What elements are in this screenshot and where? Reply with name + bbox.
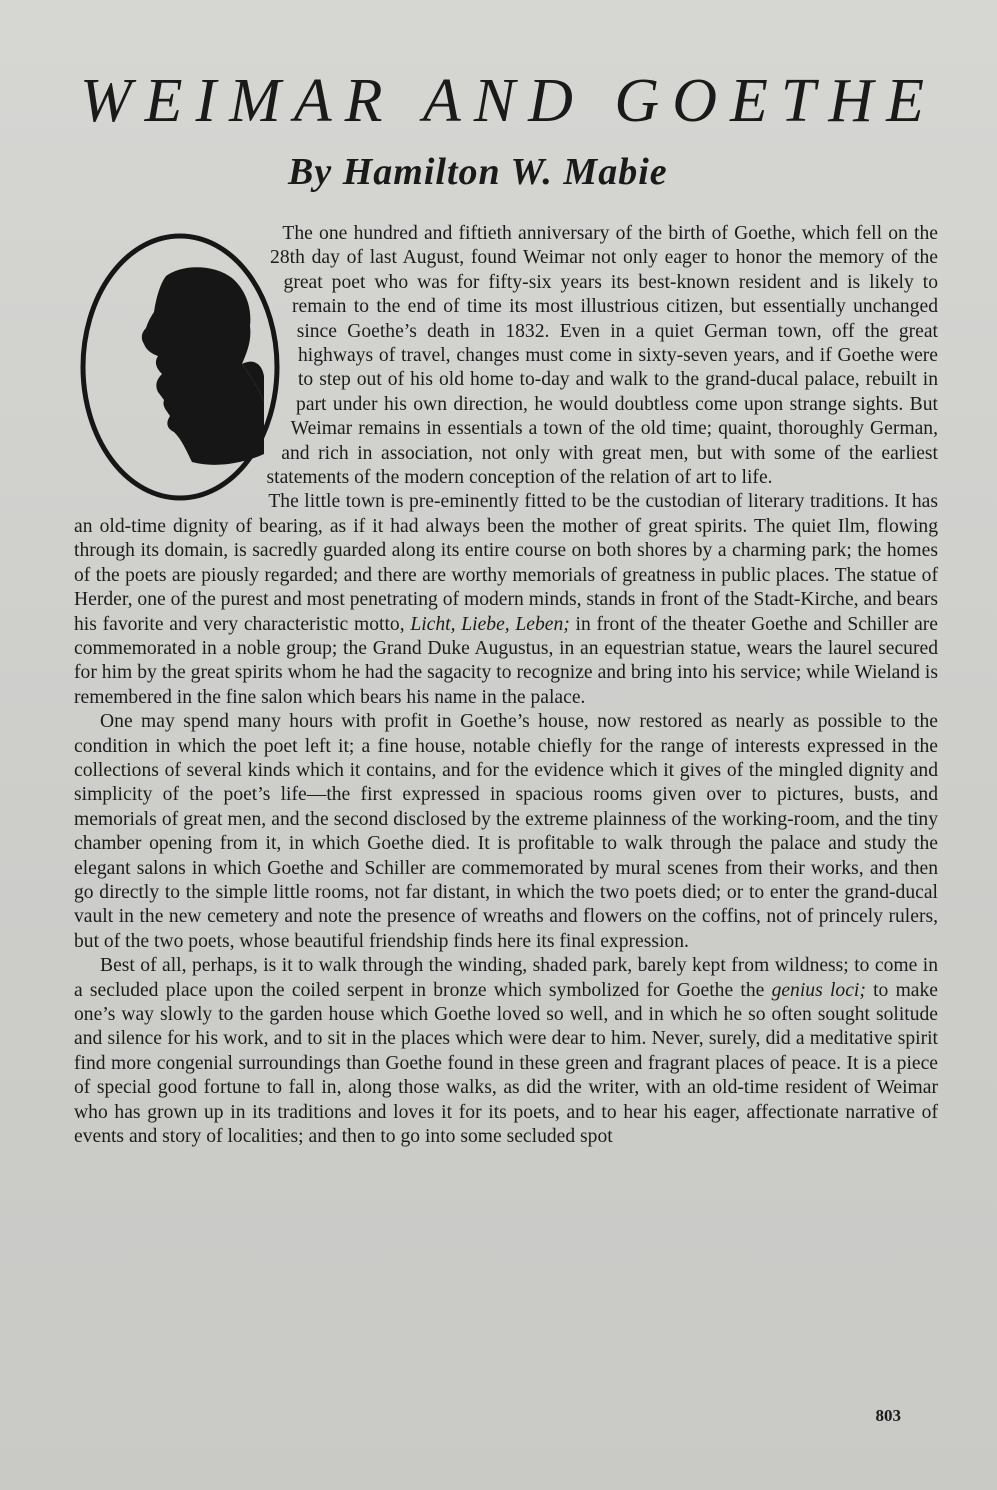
paragraph-3 (74, 710, 938, 954)
article-body (74, 222, 938, 1149)
paragraph-4-text-start: Best of all, perhaps, is it to walk through the winding, shaded park, barely kept from wildness; to come in a secluded place upon the coiled serpent in bronze which symbolized for Goethe the (74, 955, 938, 1001)
paragraph-2 (74, 490, 938, 710)
paragraph-4 (74, 954, 938, 1149)
article-byline: By Hamilton W. Mabie (288, 151, 668, 193)
paragraph-2-text-start: The little town is pre-eminently fitted to be the custodian of literary traditions. It has an old-time dignity of bearing, as if it had always been the mother of great spirits. The quiet Ilm, flowing through its domain, is sacredly guarded along its entire course on both shores by a charming park; the homes of the poets are piously regarded; and there are worthy memorials of greatness in public places. The statue of Herder, one of the purest and most penetrating of modern minds, stands in front of the Stadt-Kirche, and bears his favorite and very characteristic motto, (74, 491, 938, 635)
article-title: WEIMAR AND GOETHE (80, 67, 937, 135)
silhouette-portrait-icon (74, 226, 288, 508)
herder-motto: Licht, Liebe, Leben; (410, 613, 570, 635)
paragraph-2-text-end: in front of the theater Goethe and Schiller are commemorated in a noble group; the Grand Duke Augustus, in an equestrian statue, wears the laurel secured for him by the great spirits whom he had the sagacity to recognize and bring into his service; while Wieland is remembered in the fine salon which bears his name in the palace. (74, 613, 938, 708)
paragraph-4-text-end: to make one’s way slowly to the garden house which Goethe loved so well, and in which he so often sought solitude and silence for his work, and to sit in the places which were dear to him. Never, surely, did a meditative spirit find more congenial surroundings than Goethe found in these green and fragrant places of peace. It is a piece of special good fortune to fall in, along those walks, as did the writer, with an old-time resident of Weimar who has grown up in its traditions and loves it for its poets, and to hear his eager, affectionate narrative of events and story of localities; and then to go into some secluded spot (74, 979, 938, 1148)
paragraph-3-text: One may spend many hours with profit in Goethe’s house, now restored as nearly as possible to the condition in which the poet left it; a fine house, notable chiefly for the range of interests expressed in the collections of several kinds which it contains, and for the evidence which it gives of the mingled dignity and simplicity of the poet’s life—the first expressed in spacious rooms given over to pictures, busts, and memorials of great men, and the second disclosed by the extreme plainness of the working-room, and the tiny chamber opening from it, in which Goethe died. It is profitable to walk through the palace and study the elegant salons in which Goethe and Schiller are commemorated by mural scenes from their works, and then go directly to the simple little rooms, not far distant, in which the two poets died; or to enter the grand-ducal vault in the new cemetery and note the presence of wreaths and flowers on the coffins, not of princely rulers, but of the two poets, whose beautiful friendship finds here its final expression. (74, 711, 938, 952)
page-number: 803 (875, 1406, 901, 1425)
genius-loci-phrase: genius loci; (771, 979, 866, 1001)
paragraph-1-text: The one hundred and fiftieth anniversary of the birth of Goethe, which fell on the 28th day of last August, found Weimar not only eager to honor the memory of the great poet who was for fifty-six years its best-known resident and is likely to remain to the end of time its most illustrious citizen, but essentially unchanged since Goethe’s death in 1832. Even in a quiet German town, off the great highways of travel, changes must come in sixty-seven years, and if Goethe were to step out of his old home to-day and walk to the grand-ducal palace, rebuilt in part under his own direction, he would doubtless come upon strange sights. But Weimar remains in essentials a town of the old time; quaint, thoroughly German, and rich in association, not only with great men, but with some of the earliest statements of the modern conception of the relation of art to life. (266, 223, 938, 489)
